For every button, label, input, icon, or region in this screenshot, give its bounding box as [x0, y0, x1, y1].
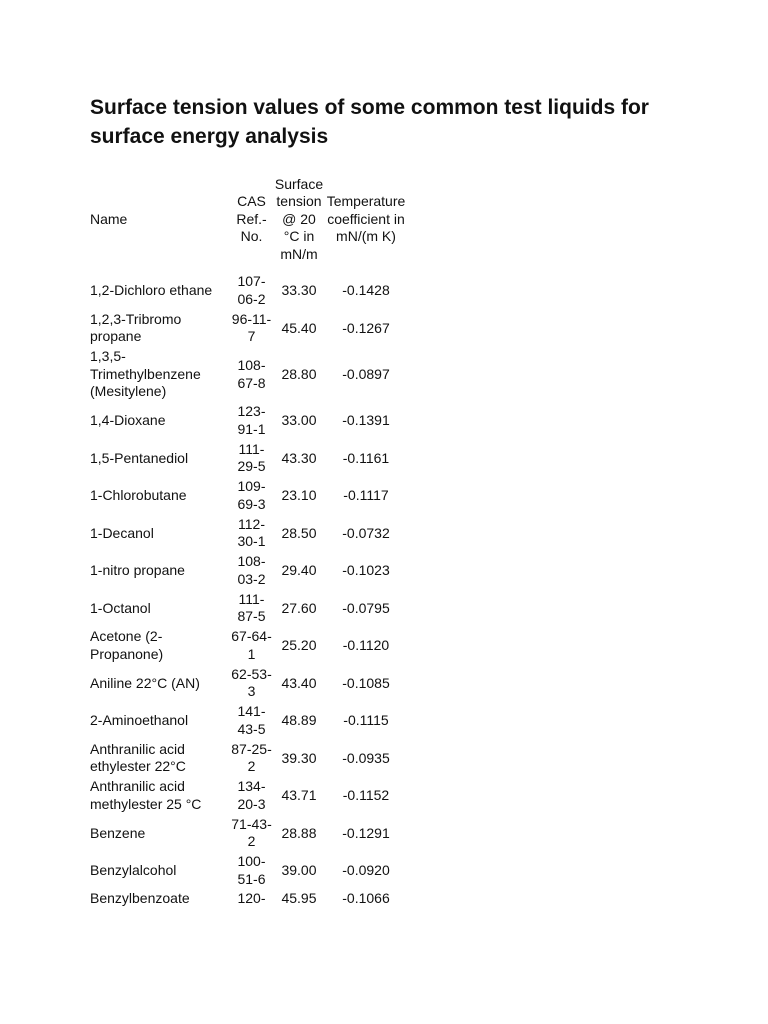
cell-name: Benzylalcohol	[90, 862, 177, 878]
cell-name: 1-Decanol	[90, 524, 154, 541]
cell-temperature-coefficient: -0.0732	[342, 524, 390, 541]
cell-surface-tension: 28.50	[281, 524, 317, 541]
table-row	[88, 402, 408, 440]
cell-surface-tension: 39.30	[281, 749, 317, 766]
table-row	[88, 702, 408, 740]
page-title: Surface tension values of some common test liquids for surface energy analysis	[90, 96, 649, 148]
cell-surface-tension: 39.00	[281, 862, 317, 878]
cell-temperature-coefficient: -0.1085	[342, 674, 390, 691]
table-body	[88, 272, 408, 909]
cell-name: Acetone (2-Propanone)	[90, 628, 164, 662]
cell-temperature-coefficient: -0.1391	[342, 412, 390, 428]
table-row	[88, 552, 408, 590]
table-row	[88, 777, 408, 815]
cell-cas: 96-11-7	[231, 310, 272, 345]
cell-surface-tension: 43.30	[281, 449, 317, 466]
surface-tension-table	[88, 167, 408, 909]
table-row	[88, 310, 408, 348]
cell-name: Anthranilic acid ethylester 22°C	[90, 740, 186, 775]
column-header-cas: CAS Ref.-No.	[236, 193, 267, 245]
cell-temperature-coefficient: -0.1291	[342, 824, 390, 841]
cell-cas: 123-91-1	[237, 403, 266, 437]
cell-cas: 108-03-2	[237, 553, 266, 587]
cell-cas: 134-20-3	[237, 778, 266, 812]
column-header-name: Name	[90, 210, 128, 227]
column-header-temperature-coefficient: Temperature coefficient in mN/(m K)	[326, 193, 406, 245]
cell-temperature-coefficient: -0.1161	[342, 449, 390, 466]
cell-surface-tension: 25.20	[281, 637, 317, 653]
cell-cas: 67-64-1	[231, 628, 272, 662]
cell-temperature-coefficient: -0.0897	[342, 365, 390, 382]
cell-cas: 108-67-8	[237, 357, 266, 391]
cell-cas: 111-29-5	[237, 440, 266, 475]
table-header-row	[88, 167, 408, 272]
cell-name: 1,2,3-Tribromo propane	[90, 310, 182, 345]
cell-surface-tension: 28.88	[281, 824, 317, 841]
cell-cas: 141-43-5	[237, 703, 266, 737]
cell-temperature-coefficient: -0.0795	[342, 599, 390, 616]
cell-surface-tension: 28.80	[281, 365, 317, 382]
cell-temperature-coefficient: -0.0920	[342, 862, 390, 878]
table-row	[88, 347, 408, 402]
cell-surface-tension: 48.89	[281, 712, 317, 728]
table-row	[88, 440, 408, 478]
cell-temperature-coefficient: -0.1267	[342, 319, 390, 336]
cell-name: 1,5-Pentanediol	[90, 449, 189, 466]
table-row	[88, 627, 408, 665]
cell-name: 1-Chlorobutane	[90, 487, 187, 503]
cell-cas: 87-25-2	[231, 740, 272, 775]
cell-surface-tension: 29.40	[281, 562, 317, 578]
cell-surface-tension: 45.40	[281, 319, 317, 336]
cell-temperature-coefficient: -0.1120	[342, 637, 390, 653]
cell-temperature-coefficient: -0.0935	[342, 749, 390, 766]
cell-name: Anthranilic acid methylester 25 °C	[90, 778, 202, 812]
cell-temperature-coefficient: -0.1152	[342, 787, 390, 803]
cell-surface-tension: 27.60	[281, 599, 317, 616]
cell-temperature-coefficient: -0.1115	[343, 712, 389, 728]
cell-surface-tension: 45.95	[281, 889, 317, 906]
cell-name: 1,3,5-Trimethylbenzene (Mesitylene)	[90, 348, 201, 400]
table-row	[88, 740, 408, 778]
cell-name: Benzylbenzoate	[90, 889, 190, 906]
cell-surface-tension: 33.30	[281, 282, 317, 298]
cell-name: 1-Octanol	[90, 599, 151, 616]
cell-cas: 111-87-5	[237, 590, 266, 625]
cell-cas: 71-43-2	[231, 815, 272, 850]
cell-cas: 107-06-2	[237, 273, 266, 307]
table-row	[88, 515, 408, 553]
cell-temperature-coefficient: -0.1428	[342, 282, 390, 298]
cell-name: Benzene	[90, 824, 146, 841]
cell-name: 2-Aminoethanol	[90, 712, 189, 728]
table-row	[88, 477, 408, 515]
table-row	[88, 852, 408, 890]
cell-surface-tension: 33.00	[281, 412, 317, 428]
cell-name: Aniline 22°C (AN)	[90, 674, 200, 691]
table-row	[88, 665, 408, 703]
column-header-surface-tension: Surface tension @ 20 °C in mN/m	[274, 175, 324, 262]
cell-temperature-coefficient: -0.1066	[342, 889, 390, 906]
table-row	[88, 272, 408, 310]
cell-cas: 62-53-3	[231, 665, 272, 700]
cell-cas: 100-51-6	[237, 853, 266, 887]
cell-surface-tension: 43.40	[281, 674, 317, 691]
cell-name: 1-nitro propane	[90, 562, 185, 578]
cell-name: 1,2-Dichloro ethane	[90, 282, 213, 298]
cell-surface-tension: 43.71	[281, 787, 317, 803]
cell-cas: 120-	[237, 889, 266, 906]
cell-cas: 109-69-3	[237, 478, 266, 512]
cell-cas: 112-30-1	[237, 515, 266, 550]
table-row	[88, 890, 408, 909]
cell-name: 1,4-Dioxane	[90, 412, 166, 428]
cell-temperature-coefficient: -0.1023	[342, 562, 390, 578]
table-row	[88, 815, 408, 853]
cell-surface-tension: 23.10	[281, 487, 317, 503]
table-row	[88, 590, 408, 628]
cell-temperature-coefficient: -0.1117	[343, 487, 389, 503]
